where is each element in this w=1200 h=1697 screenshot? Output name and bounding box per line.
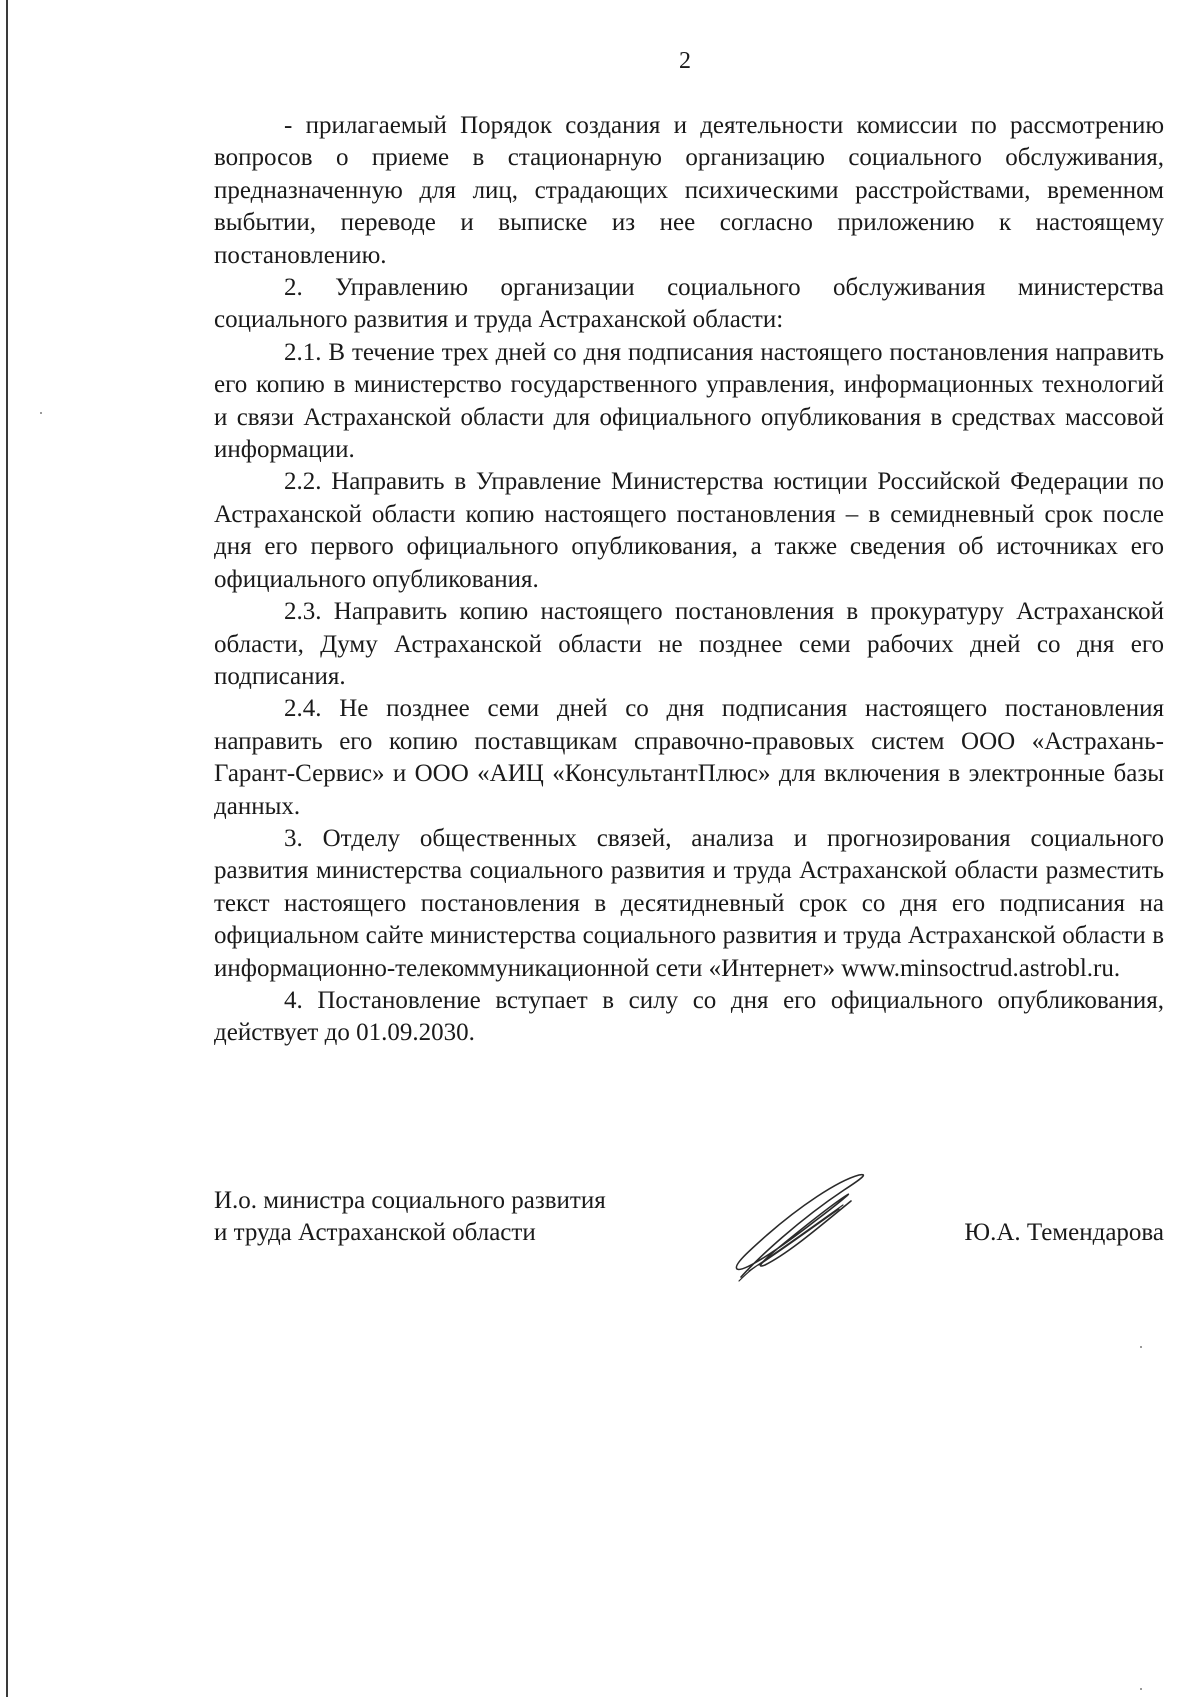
paragraph-2-1: 2.1. В течение трех дней со дня подписания настоящего постановления направить его копию в министерство государственного управления, информационных технологий и связи Астраханской области для официального опубликования в средствах массовой информации. bbox=[214, 338, 1164, 464]
signer-title bbox=[214, 1185, 606, 1249]
paragraph-2: 2. Управлению организации социального обслуживания министерства социального развития и труда Астраханской области: bbox=[214, 274, 1164, 334]
signature-block bbox=[214, 1185, 1164, 1305]
signer-title-line-1: И.о. министра социального развития bbox=[214, 1187, 606, 1214]
paragraph-2-2: 2.2. Направить в Управление Министерства юстиции Российской Федерации по Астраханской области копию настоящего постановления – в семидневный срок после дня его первого официального опубликования, а также сведения об источниках его официального опубликования. bbox=[214, 468, 1164, 593]
handwritten-signature bbox=[719, 1165, 879, 1285]
paragraph-3: 3. Отделу общественных связей, анализа и прогнозирования социального развития министерства социального развития и труда Астраханской области разместить текст настоящего постановления в десятидневный срок со дня его подписания на официальном сайте министерства социального развития и труда Астраханской области в информационно-телекоммуникационной сети «Интернет» www.minsoctrud.astrobl.ru. bbox=[214, 824, 1164, 982]
document-body bbox=[214, 110, 1164, 1050]
signer-title-line-2: и труда Астраханской области bbox=[214, 1219, 536, 1246]
page-number: 2 bbox=[679, 48, 691, 74]
paragraph-2-4: 2.4. Не позднее семи дней со дня подписания настоящего постановления направить его копию поставщикам справочно-правовых систем ООО «Астрахань-Гарант-Сервис» и ООО «АИЦ «КонсультантПлюс» для включения в электронные базы данных. bbox=[214, 695, 1164, 820]
scan-left-edge bbox=[6, 0, 8, 1697]
scan-speck bbox=[1140, 1688, 1142, 1690]
paragraph-4: 4. Постановление вступает в силу со дня его официального опубликования, действует до 01.09.2030. bbox=[214, 986, 1164, 1047]
paragraph-2-3: 2.3. Направить копию настоящего постановления в прокуратуру Астраханской области, Думу Астраханской области не позднее семи рабочих дней со дня его подписания. bbox=[214, 598, 1164, 690]
scan-speck bbox=[1140, 1346, 1142, 1348]
paragraph-procedure-item: - прилагаемый Порядок создания и деятельности комиссии по рассмотрению вопросов о приеме в стационарную организацию социального обслуживания, предназначенную для лиц, страдающих психическими расстройствами, временном выбытии, переводе и выписке из нее согласно приложению к настоящему постановлению. bbox=[214, 112, 1164, 269]
signer-name: Ю.А. Темендарова bbox=[964, 1219, 1164, 1246]
scan-speck bbox=[40, 412, 42, 414]
